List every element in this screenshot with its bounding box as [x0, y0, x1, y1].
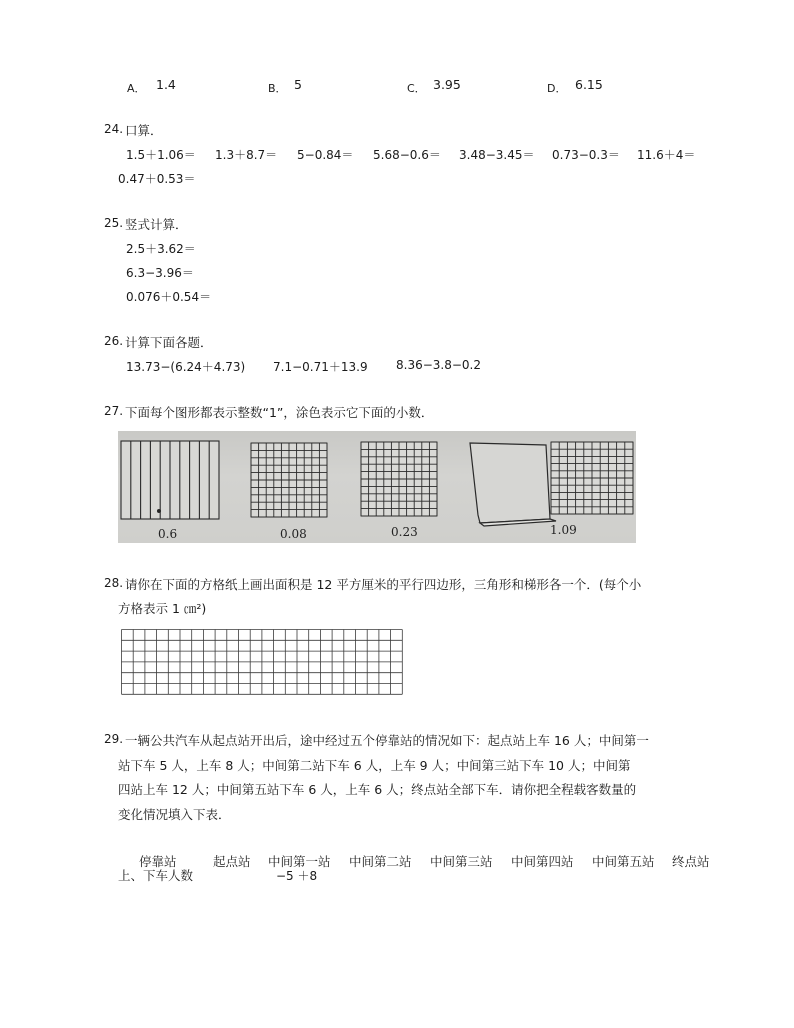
q26-number: 26.	[104, 334, 124, 348]
table-header-mid1: 中间第一站	[268, 854, 331, 869]
whole-square	[470, 443, 556, 526]
q24-expr: 0.73−0.3＝	[552, 148, 620, 162]
q24-number: 24.	[104, 122, 124, 136]
option-c-value: 3.95	[433, 77, 461, 92]
graph-paper[interactable]	[121, 629, 405, 695]
q26-expr: 8.36−3.8−0.2	[396, 358, 481, 372]
option-d-value: 6.15	[575, 77, 603, 92]
table-row-label: 上、下车人数	[118, 868, 194, 883]
q26-expr: 7.1−0.71＋13.9	[273, 360, 368, 374]
strip-grid	[121, 441, 219, 519]
q27-number: 27.	[104, 404, 124, 418]
q24-expr: 0.47＋0.53＝	[118, 172, 196, 186]
q24-title: 口算．	[125, 123, 163, 138]
q29-line4: 变化情况填入下表．	[118, 807, 231, 822]
q25-expr: 6.3−3.96＝	[126, 266, 194, 280]
q27-title: 下面每个图形都表示整数“1”，涂色表示它下面的小数．	[125, 405, 434, 420]
table-header-mid4: 中间第四站	[511, 854, 574, 869]
label-0-6: 0.6	[158, 527, 178, 541]
q26-title: 计算下面各题．	[125, 335, 213, 350]
table-header-mid2: 中间第二站	[349, 854, 412, 869]
q29-line2: 站下车 5 人，上车 8 人；中间第二站下车 6 人，上车 9 人；中间第三站下车 10 人；中间第	[118, 758, 631, 773]
q25-number: 25.	[104, 216, 124, 230]
q25-expr: 0.076＋0.54＝	[126, 290, 212, 304]
decimal-grid-photo	[118, 431, 636, 543]
option-d-letter: D．	[547, 82, 567, 95]
q24-expr: 3.48−3.45＝	[459, 148, 535, 162]
q24-expr: 5−0.84＝	[297, 148, 354, 162]
label-0-08: 0.08	[280, 527, 307, 541]
option-c-letter: C．	[407, 82, 426, 95]
label-1-09: 1.09	[550, 523, 577, 537]
q24-expr: 1.3＋8.7＝	[215, 148, 278, 162]
table-header-mid3: 中间第三站	[430, 854, 493, 869]
option-a-value: 1.4	[156, 77, 176, 92]
hundred-grid-3	[551, 442, 633, 514]
q24-expr: 11.6＋4＝	[637, 148, 696, 162]
q24-expr: 1.5＋1.06＝	[126, 148, 196, 162]
table-header-mid5: 中间第五站	[592, 854, 655, 869]
table-header-start: 起点站	[213, 854, 251, 869]
table-cell-mid1[interactable]: −5 ＋8	[276, 869, 318, 883]
option-b-value: 5	[294, 77, 302, 92]
q25-title: 竖式计算．	[125, 217, 188, 232]
label-0-23: 0.23	[391, 525, 418, 539]
q29-line3: 四站上车 12 人；中间第五站下车 6 人，上车 6 人；终点站全部下车．请你把全程载客数量的	[118, 782, 637, 797]
q26-expr: 13.73−(6.24＋4.73)	[126, 360, 246, 374]
option-b-letter: B．	[268, 82, 287, 95]
q28-line1: 请你在下面的方格纸上画出面积是 12 平方厘米的平行四边形，三角形和梯形各一个．(每个小	[125, 577, 642, 592]
hundred-grid-2	[361, 442, 437, 516]
q24-expr: 5.68−0.6＝	[373, 148, 441, 162]
q29-line1: 一辆公共汽车从起点站开出后，途中经过五个停靠站的情况如下：起点站上车 16 人；中间第一	[125, 733, 649, 748]
table-header-end: 终点站	[672, 854, 710, 869]
q28-line2: 方格表示 1 ㎝²)	[118, 601, 207, 616]
table-header-stop: 停靠站	[139, 854, 177, 869]
q28-number: 28.	[104, 576, 124, 590]
q25-expr: 2.5＋3.62＝	[126, 242, 196, 256]
option-a-letter: A．	[127, 82, 146, 95]
hundred-grid-1	[251, 443, 327, 517]
q29-number: 29.	[104, 732, 124, 746]
